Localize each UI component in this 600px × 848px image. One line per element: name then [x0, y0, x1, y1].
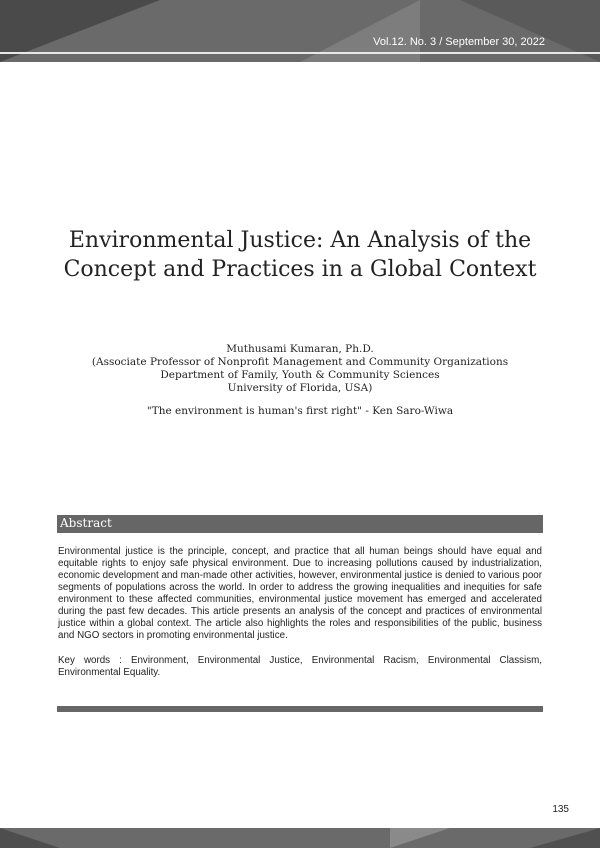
author-affiliation-university: University of Florida, USA): [227, 382, 373, 394]
page-number: 135: [552, 804, 569, 815]
author-affiliation-department: Department of Family, Youth & Community Sciences: [160, 369, 440, 381]
paper-title: Environmental Justice: An Analysis of the Concept and Practices in a Global Context: [63, 228, 537, 282]
issue-line: Vol.12. No. 3 / September 30, 2022: [373, 36, 545, 48]
author-block: [60, 343, 540, 395]
abstract-body: Environmental justice is the principle, concept, and practice that all human beings should have equal and equitable rights to enjoy safe physical environment. Due to increasing pollutions caused by industrialization, economic development and man-made other activities, however, environmental justice is denied to various poor segments of populations across the world. In order to address the growing inequalities and inequities for safe environment to these affected communities, environmental justice movement has emerged and accelerated during the past few decades. This article presents an analysis of the concept and practices of environmental justice within a global context. The article also highlights the roles and responsibilities of the public, business and NGO sectors in promoting environmental justice.: [58, 546, 542, 641]
abstract-end-rule: [57, 706, 543, 712]
footer-shade-right: [530, 828, 600, 848]
abstract-heading: Abstract: [60, 516, 112, 530]
keywords-label: Key words :: [58, 655, 122, 666]
keywords: [58, 655, 542, 679]
abstract-heading-bar: [57, 515, 543, 533]
footer-band: [0, 828, 600, 848]
author-affiliation-position: (Associate Professor of Nonprofit Management and Community Organizations: [91, 356, 509, 368]
footer-shade-middle: [390, 828, 450, 848]
epigraph-quote: "The environment is human's first right" - Ken Saro-Wiwa: [146, 405, 454, 417]
author-name: Muthusami Kumaran, Ph.D.: [226, 343, 374, 355]
keywords-list: Environment, Environmental Justice, Environmental Racism, Environmental Classism, Environmental Equality.: [58, 655, 542, 678]
header-rule: [0, 52, 600, 54]
footer-shade-left: [0, 828, 60, 848]
